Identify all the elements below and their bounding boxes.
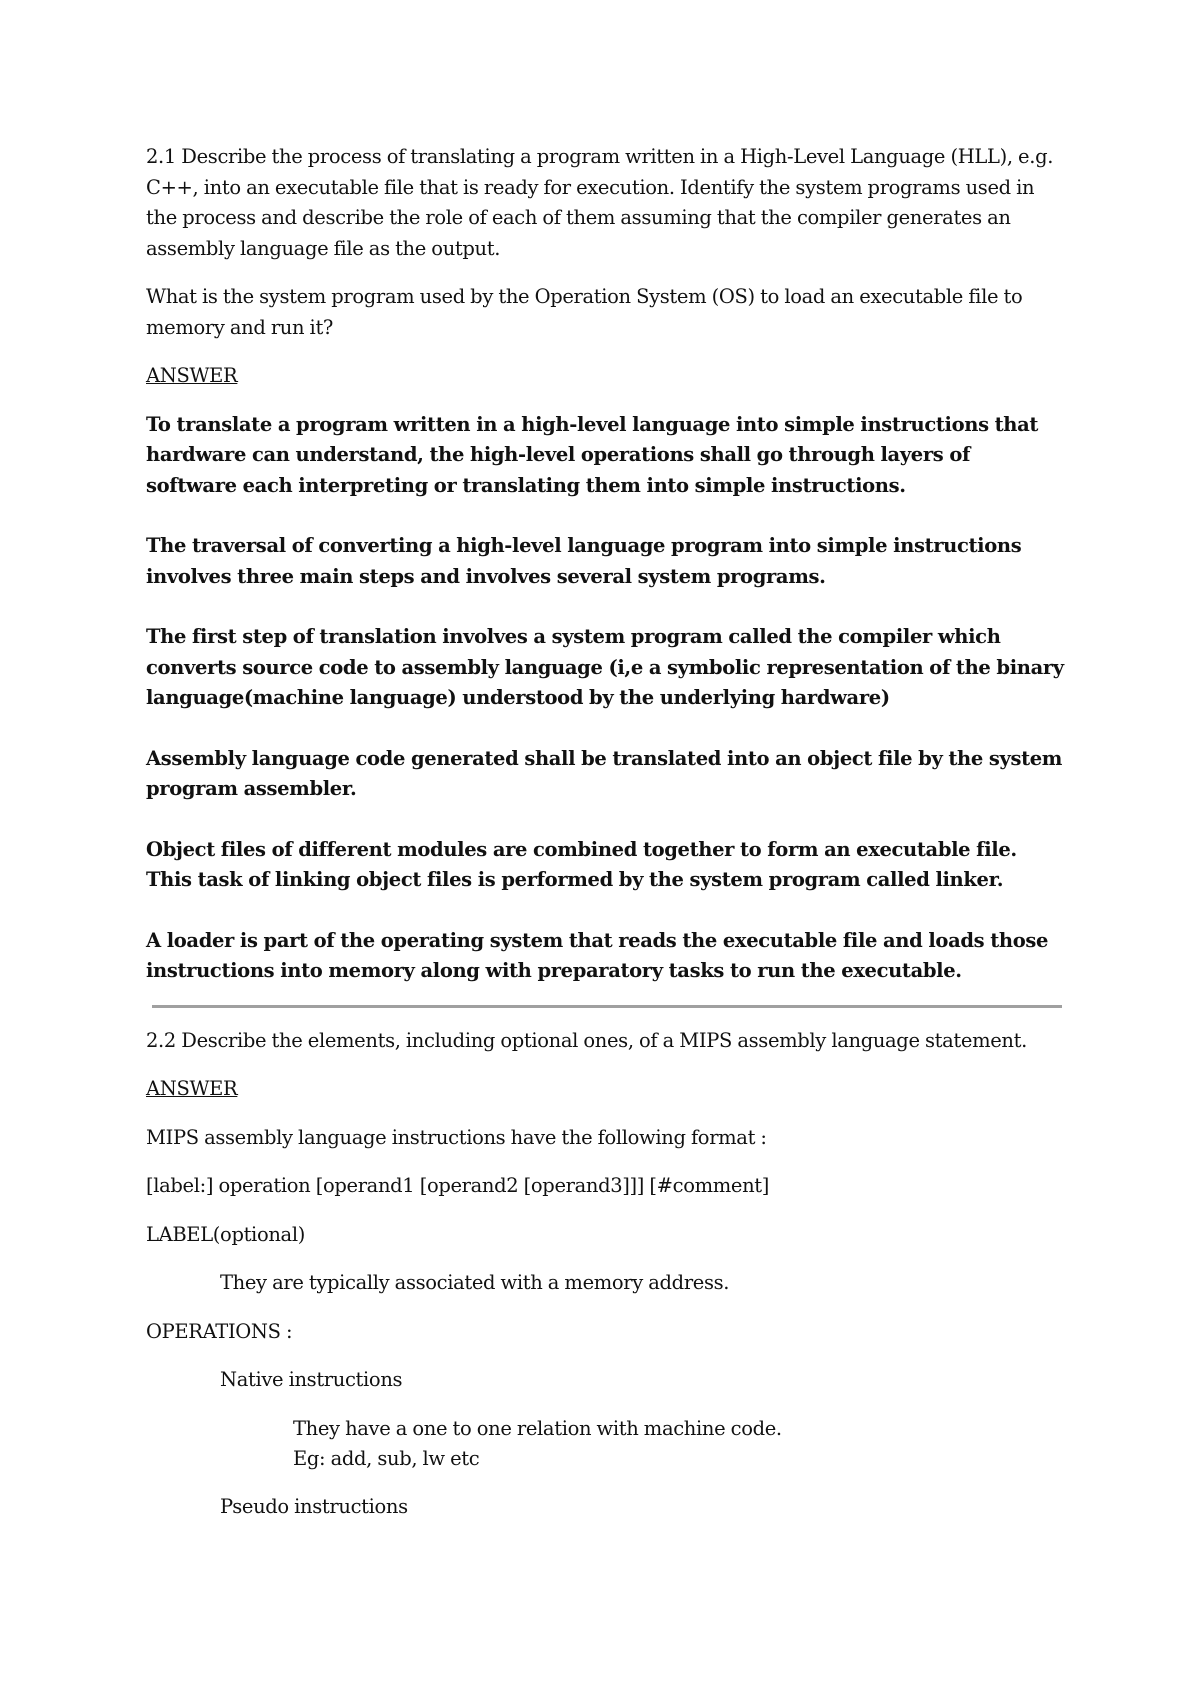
instruction-format: [label:] operation [operand1 [operand2 [operand3]]] [#comment] bbox=[146, 1174, 770, 1197]
native-instructions-heading: Native instructions bbox=[220, 1368, 403, 1391]
answer-paragraph: To translate a program written in a high-level language into simple instructions that hardware can understand, the high-level operations shall go through layers of software each interpreting or translating them into simple instructions. bbox=[146, 412, 1039, 497]
question-2-2: 2.2 Describe the elements, including optional ones, of a MIPS assembly language statement. bbox=[146, 1028, 1027, 1052]
question-2-1: 2.1 Describe the process of translating a program written in a High-Level Language (HLL), e.g. C++, into an executable file that is ready for execution. Identify the system programs used in the process and describe the role of each of them assuming that the compiler generates an assembly language file as the output. bbox=[146, 145, 1054, 260]
answer-heading-2-2: ANSWER bbox=[146, 1077, 238, 1100]
operations-heading: OPERATIONS : bbox=[146, 1319, 293, 1343]
pseudo-instructions-heading: Pseudo instructions bbox=[220, 1494, 408, 1518]
section-divider bbox=[152, 1005, 1062, 1008]
label-heading: LABEL(optional) bbox=[146, 1222, 305, 1246]
answer-paragraph: A loader is part of the operating system that reads the executable file and loads those instructions into memory along with preparatory tasks to run the executable. bbox=[146, 928, 1049, 982]
answer-paragraph: Assembly language code generated shall be translated into an object file by the system program assembler. bbox=[146, 746, 1063, 800]
answer-2-1 bbox=[146, 410, 1066, 987]
answer-heading-2-1: ANSWER bbox=[146, 364, 238, 387]
answer-paragraph: The first step of translation involves a system program called the compiler which converts source code to assembly language (i,e a symbolic representation of the binary language(machine language) understood by the underlying hardware) bbox=[146, 625, 1064, 709]
format-intro: MIPS assembly language instructions have the following format : bbox=[146, 1125, 767, 1149]
native-instructions-example: Eg: add, sub, lw etc bbox=[293, 1446, 480, 1470]
answer-paragraph: Object files of different modules are combined together to form an executable file. This task of linking object files is performed by the system program called linker. bbox=[146, 837, 1017, 891]
native-instructions-description: They have a one to one relation with machine code. bbox=[293, 1416, 782, 1440]
question-2-1-sub: What is the system program used by the Operation System (OS) to load an executable file to memory and run it? bbox=[146, 285, 1023, 339]
label-description: They are typically associated with a memory address. bbox=[220, 1271, 730, 1294]
document-content bbox=[146, 142, 1066, 1522]
answer-paragraph: The traversal of converting a high-level language program into simple instructions involves three main steps and involves several system programs. bbox=[146, 534, 1022, 588]
